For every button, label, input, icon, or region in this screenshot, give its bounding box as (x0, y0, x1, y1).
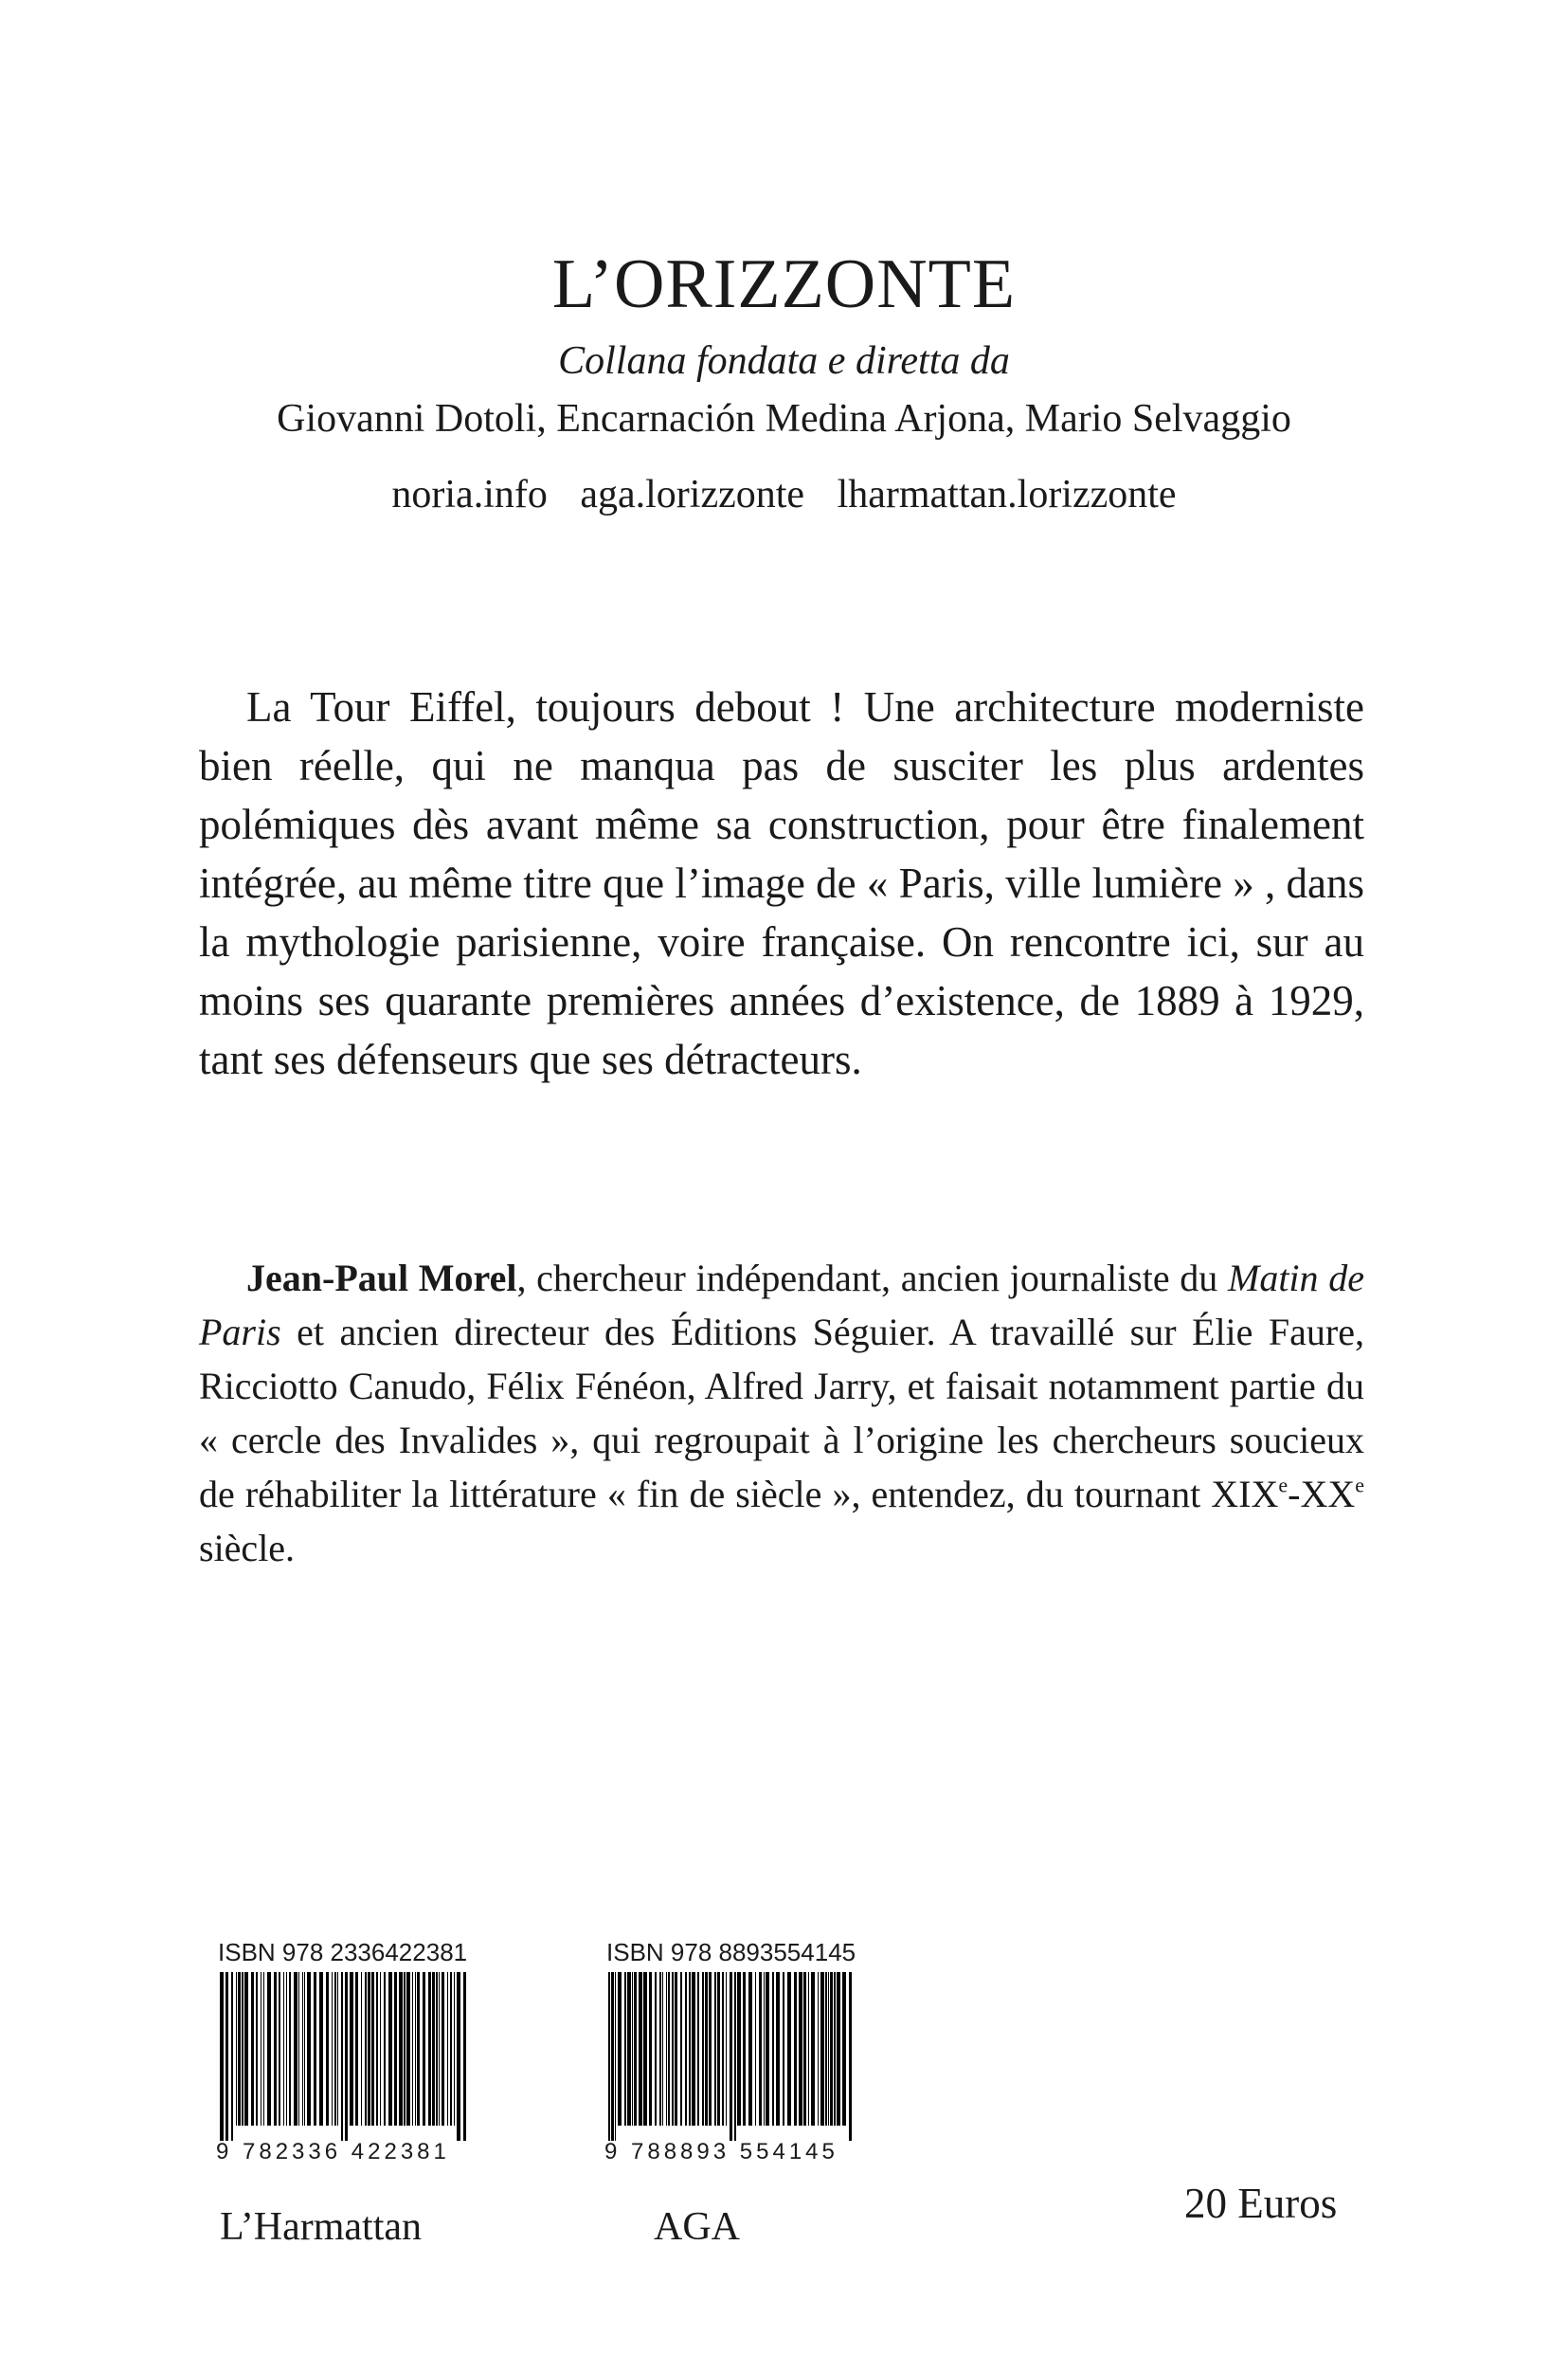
series-title: L’ORIZZONTE (551, 245, 1017, 323)
link-lharmattan: lharmattan.lorizzonte (837, 473, 1177, 516)
barcode-bar (837, 1972, 840, 2126)
barcode-bar (726, 1972, 727, 2126)
barcode-bar (772, 1972, 774, 2126)
barcode-bar (755, 1972, 756, 2126)
barcode-bar (337, 1972, 338, 2126)
barcode-bar (417, 1972, 420, 2126)
barcode-bar (334, 1972, 336, 2126)
barcode-bar (463, 1972, 466, 2141)
barcode-bar (394, 1972, 397, 2126)
barcode-bar (256, 1972, 258, 2126)
barcode-bar (632, 1972, 633, 2126)
barcode-bar (244, 1972, 248, 2126)
barcode-bar (685, 1972, 687, 2126)
barcode-bar (404, 1972, 406, 2126)
barcode-bar (830, 1972, 833, 2126)
barcode-bar (808, 1972, 809, 2126)
barcode-bar (702, 1972, 704, 2126)
barcode-bar (388, 1972, 392, 2126)
barcode-bar (238, 1972, 241, 2126)
link-noria: noria.info (391, 473, 548, 516)
barcode-bar (705, 1972, 708, 2126)
barcode-bar (376, 1972, 378, 2126)
barcode-bar (294, 1972, 297, 2126)
barcode-bars (216, 1972, 472, 2141)
barcode-bar (368, 1972, 370, 2126)
barcode-bar (692, 1972, 695, 2126)
barcode-bar (849, 1972, 852, 2141)
link-aga: aga.lorizzonte (580, 473, 805, 516)
publisher-harmattan: L’Harmattan (220, 2205, 423, 2249)
barcode-bar (355, 1972, 358, 2126)
barcode-bar (454, 1972, 455, 2126)
barcode-bar (842, 1972, 846, 2126)
barcode-bar (442, 1972, 444, 2126)
barcode-bar (737, 1972, 741, 2126)
barcode-bar (764, 1972, 765, 2126)
barcode-bar (748, 1972, 752, 2126)
author-bio-paragraph: Jean-Paul Morel, chercheur indépendant, ancien journaliste du Matin de Paris et ancien directeur des Éditions Séguier. A travaillé sur Élie Faure, Ricciotto Canudo, Félix Fénéon, Alfred Jarry, et faisait notamment partie du « cercle des Invalides », qui regroupait à l’origine les chercheurs soucieux de réhabiliter la littérature « fin de siècle », entendez, du tournant XIXe-XXe siècle. (199, 1257, 1364, 1569)
isbn-digits: 9 782336 422381 (216, 2139, 450, 2164)
barcode-bar (350, 1972, 353, 2126)
barcode-bar (236, 1972, 237, 2126)
barcode-bar (734, 1972, 736, 2141)
barcode-bar (820, 1972, 824, 2126)
publisher-aga: AGA (654, 2205, 740, 2249)
barcode-bar (828, 1972, 829, 2126)
barcode-bar (666, 1972, 667, 2126)
barcode-bar (659, 1972, 661, 2126)
blurb-paragraph: La Tour Eiffel, toujours debout ! Une architecture moderniste bien réelle, qui ne manqua pas de susciter les plus ardentes polémiques dès avant même sa construction, pour être finalement intégrée, au même titre que l’image de « Paris, ville lumière » , dans la mythologie parisienne, voire française. On rencontre ici, sur au moins ses quarante premières années d’existence, de 1889 à 1929, tant ses défenseurs que ses détracteurs. (199, 683, 1364, 1083)
barcode-bar (326, 1972, 329, 2126)
barcode-bar (307, 1972, 311, 2126)
barcode-bar (341, 1972, 343, 2141)
barcode-bar (384, 1972, 386, 2126)
barcode-bar (286, 1972, 287, 2126)
barcode-bar (380, 1972, 381, 2126)
author-name: Jean-Paul Morel (246, 1257, 517, 1299)
barcode-bar (415, 1972, 416, 2126)
barcode-bar (783, 1972, 784, 2126)
barcode-bar (289, 1972, 291, 2126)
barcode-bar (365, 1972, 367, 2126)
barcode-bar (412, 1972, 413, 2126)
barcode-aga (604, 1938, 860, 2165)
barcode-bar (267, 1972, 271, 2126)
barcode-bar (314, 1972, 316, 2126)
isbn-label: ISBN 978 2336422381 (218, 1938, 468, 1966)
barcode-bar (263, 1972, 264, 2126)
barcode-bars (604, 1972, 860, 2141)
barcode-bar (457, 1972, 460, 2141)
barcode-bar (722, 1972, 724, 2126)
barcode-bar (251, 1972, 254, 2126)
barcode-bar (302, 1972, 303, 2126)
barcode-bar (655, 1972, 657, 2126)
barcode-bar (447, 1972, 448, 2126)
barcode-bar (717, 1972, 720, 2126)
barcode-bar (624, 1972, 626, 2126)
barcode-bar (825, 1972, 827, 2126)
barcode-bar (680, 1972, 682, 2126)
barcode-bar (371, 1972, 374, 2126)
barcode-bar (406, 1972, 410, 2126)
barcode-bar (627, 1972, 631, 2126)
barcode-bar (743, 1972, 746, 2126)
barcode-bar (615, 1972, 616, 2141)
barcode-bar (274, 1972, 277, 2126)
newspaper-name: Matin de Paris (199, 1257, 1364, 1353)
barcode-bar (439, 1972, 440, 2126)
barcode-bar (332, 1972, 333, 2126)
barcode-bar (283, 1972, 284, 2126)
barcode-bar (776, 1972, 780, 2126)
barcode-bar (639, 1972, 642, 2126)
barcode-bar (399, 1972, 403, 2126)
barcode-bar (709, 1972, 712, 2126)
isbn-digits: 9 788893 554145 (604, 2139, 838, 2164)
barcode-bar (689, 1972, 691, 2126)
barcode-bar (225, 1972, 228, 2141)
barcode-bar (668, 1972, 670, 2126)
barcode-bar (649, 1972, 652, 2126)
barcode-bar (730, 1972, 732, 2141)
barcode-bar (611, 1972, 614, 2141)
barcode-bar (242, 1972, 243, 2126)
barcode-harmattan (216, 1938, 472, 2165)
barcode-bar (450, 1972, 452, 2126)
barcode-bar (662, 1972, 663, 2126)
barcode-bar (618, 1972, 622, 2126)
barcode-bar (714, 1972, 716, 2126)
barcode-bar (345, 1972, 348, 2141)
barcode-bar (811, 1972, 815, 2126)
barcode-bar (672, 1972, 674, 2126)
barcode-bar (231, 1972, 233, 2141)
barcode-bar (643, 1972, 647, 2126)
barcode-bar (766, 1972, 769, 2126)
barcode-bar (428, 1972, 431, 2126)
barcode-bar (298, 1972, 299, 2126)
barcode-bar (818, 1972, 819, 2126)
barcode-bar (279, 1972, 280, 2126)
barcode-bar (675, 1972, 677, 2126)
barcode-bar (432, 1972, 435, 2126)
barcode-bar (220, 1972, 224, 2141)
series-links (0, 465, 1568, 524)
barcode-bar (759, 1972, 762, 2126)
barcode-bar (799, 1972, 802, 2126)
barcode-bar (634, 1972, 637, 2126)
barcode-bar (608, 1972, 610, 2141)
barcode-bar (423, 1972, 425, 2126)
barcode-bar (697, 1972, 699, 2126)
price: 20 Euros (1184, 2180, 1338, 2227)
barcode-bar (803, 1972, 806, 2126)
series-header (0, 242, 1568, 524)
barcode-bar (794, 1972, 797, 2126)
series-subtitle: Collana fondata e diretta da (558, 339, 1010, 383)
barcode-bar (834, 1972, 836, 2126)
series-directors: Giovanni Dotoli, Encarnación Medina Arjona, Mario Selvaggio (277, 397, 1291, 441)
barcode-bar (361, 1972, 362, 2126)
barcode-bar (436, 1972, 438, 2126)
barcode-bar (787, 1972, 791, 2126)
barcode-bar (304, 1972, 305, 2126)
barcode-bar (319, 1972, 323, 2126)
isbn-label: ISBN 978 8893554145 (606, 1938, 856, 1966)
